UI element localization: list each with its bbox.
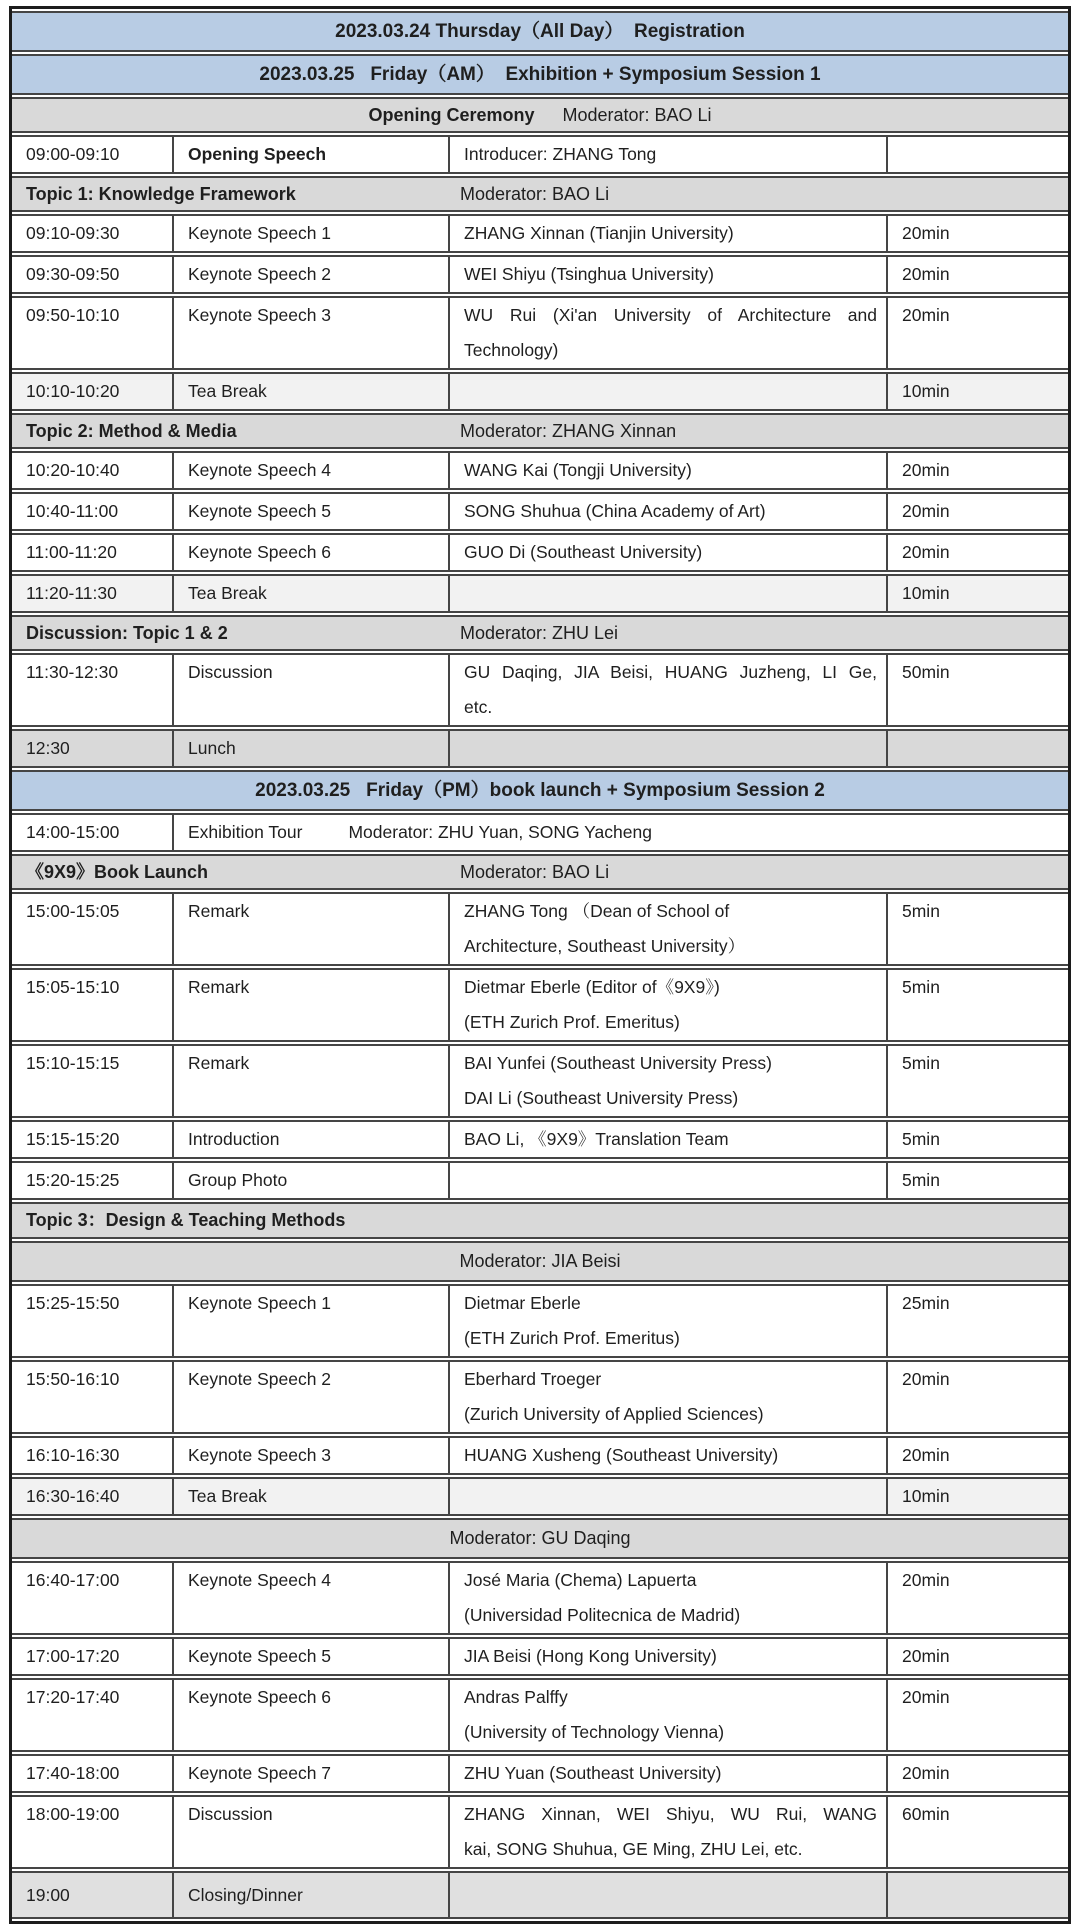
section-header — [12, 615, 1068, 651]
schedule-row — [12, 1044, 1068, 1118]
duration-cell: 20min — [886, 451, 1068, 490]
duration-cell: 10min — [886, 372, 1068, 411]
time-cell: 15:20-15:25 — [12, 1161, 172, 1200]
section-header — [12, 176, 1068, 212]
time-cell: 09:50-10:10 — [12, 296, 172, 370]
day-header: 2023.03.24 Thursday（All Day） Registration — [12, 11, 1068, 52]
time-cell: 12:30 — [12, 729, 172, 768]
event-cell: Keynote Speech 4 — [172, 451, 448, 490]
people-cell — [448, 533, 886, 572]
people-line: GU Daqing, JIA Beisi, HUANG Juzheng, LI Ge, — [464, 662, 877, 682]
event-cell: Introduction — [172, 1120, 448, 1159]
people-cell — [448, 1637, 886, 1676]
schedule-table — [9, 6, 1071, 1924]
time-cell: 10:20-10:40 — [12, 451, 172, 490]
time-cell: 18:00-19:00 — [12, 1795, 172, 1869]
event-cell: Discussion — [172, 653, 448, 727]
people-line: WEI Shiyu (Tsinghua University) — [464, 264, 714, 284]
section-header-centered — [12, 97, 1068, 133]
schedule-row — [12, 729, 1068, 768]
schedule-row — [12, 11, 1068, 52]
schedule-row — [12, 413, 1068, 449]
people-cell — [448, 574, 886, 613]
duration-cell: 20min — [886, 1637, 1068, 1676]
duration-cell: 20min — [886, 214, 1068, 253]
schedule-row — [12, 968, 1068, 1042]
time-cell: 16:10-16:30 — [12, 1436, 172, 1475]
event-cell: Closing/Dinner — [172, 1871, 448, 1919]
duration-cell: 60min — [886, 1795, 1068, 1869]
section-header — [12, 854, 1068, 890]
schedule-row — [12, 1241, 1068, 1282]
schedule-row — [12, 255, 1068, 294]
section-topic: Opening Ceremony — [368, 105, 535, 125]
people-line: Andras Palffy — [464, 1687, 568, 1707]
schedule-row — [12, 1678, 1068, 1752]
duration-cell: 20min — [886, 1678, 1068, 1752]
event-cell: Remark — [172, 892, 448, 966]
people-line: etc. — [464, 697, 493, 717]
schedule-row — [12, 770, 1068, 811]
event-cell: Keynote Speech 7 — [172, 1754, 448, 1793]
section-moderator: Moderator: BAO Li — [460, 184, 610, 204]
time-cell: 14:00-15:00 — [12, 813, 172, 852]
schedule-row — [12, 1284, 1068, 1358]
people-line: Dietmar Eberle (Editor of《9X9》) — [464, 977, 720, 997]
schedule-row — [12, 1795, 1068, 1869]
people-line: (ETH Zurich Prof. Emeritus) — [464, 1328, 680, 1348]
time-cell: 10:10-10:20 — [12, 372, 172, 411]
schedule-row — [12, 54, 1068, 95]
people-line: (ETH Zurich Prof. Emeritus) — [464, 1012, 680, 1032]
event-cell: Opening Speech — [172, 135, 448, 174]
event-moderator: Moderator: ZHU Yuan, SONG Yacheng — [348, 822, 652, 842]
duration-cell — [886, 1871, 1068, 1919]
people-line: GUO Di (Southeast University) — [464, 542, 703, 562]
people-line: WU Rui (Xi'an University of Architecture and — [464, 305, 877, 325]
duration-cell: 20min — [886, 1360, 1068, 1434]
people-line: kai, SONG Shuhua, GE Ming, ZHU Lei, etc. — [464, 1839, 803, 1859]
duration-cell: 20min — [886, 492, 1068, 531]
people-cell — [448, 729, 886, 768]
schedule-row — [12, 1202, 1068, 1239]
people-cell — [448, 968, 886, 1042]
duration-cell: 25min — [886, 1284, 1068, 1358]
duration-cell: 20min — [886, 255, 1068, 294]
event-cell: Keynote Speech 6 — [172, 1678, 448, 1752]
moderator-row: Moderator: JIA Beisi — [12, 1241, 1068, 1282]
people-cell — [448, 1754, 886, 1793]
duration-cell — [886, 135, 1068, 174]
event-cell: Tea Break — [172, 1477, 448, 1516]
people-line: WANG Kai (Tongji University) — [464, 460, 692, 480]
schedule-row — [12, 813, 1068, 852]
event-cell: Keynote Speech 2 — [172, 255, 448, 294]
people-cell — [448, 451, 886, 490]
people-cell — [448, 492, 886, 531]
event-label: Exhibition Tour — [188, 822, 303, 842]
people-cell — [448, 1044, 886, 1118]
people-line: Technology) — [464, 340, 559, 360]
duration-cell: 20min — [886, 1754, 1068, 1793]
schedule-row — [12, 296, 1068, 370]
people-cell — [448, 1477, 886, 1516]
schedule-row — [12, 1871, 1068, 1919]
schedule-row — [12, 1161, 1068, 1200]
people-cell — [448, 1678, 886, 1752]
people-line: BAI Yunfei (Southeast University Press) — [464, 1053, 773, 1073]
time-cell: 15:15-15:20 — [12, 1120, 172, 1159]
schedule-row — [12, 1518, 1068, 1559]
event-cell: Keynote Speech 2 — [172, 1360, 448, 1434]
schedule-row — [12, 1360, 1068, 1434]
people-cell — [448, 296, 886, 370]
time-cell: 15:00-15:05 — [12, 892, 172, 966]
duration-cell: 5min — [886, 1161, 1068, 1200]
schedule-row — [12, 653, 1068, 727]
time-cell: 15:05-15:10 — [12, 968, 172, 1042]
people-line: (Zurich University of Applied Sciences) — [464, 1404, 764, 1424]
time-cell: 19:00 — [12, 1871, 172, 1919]
time-cell: 16:40-17:00 — [12, 1561, 172, 1635]
people-cell — [448, 1161, 886, 1200]
duration-cell: 5min — [886, 968, 1068, 1042]
schedule-row — [12, 1754, 1068, 1793]
schedule-row — [12, 574, 1068, 613]
duration-cell: 10min — [886, 1477, 1068, 1516]
time-cell: 15:50-16:10 — [12, 1360, 172, 1434]
time-cell: 11:30-12:30 — [12, 653, 172, 727]
event-cell: Remark — [172, 1044, 448, 1118]
people-line: Introducer: ZHANG Tong — [464, 144, 657, 164]
duration-cell: 20min — [886, 1561, 1068, 1635]
section-topic: Topic 2: Method & Media — [26, 421, 237, 441]
people-cell — [448, 135, 886, 174]
time-cell: 09:10-09:30 — [12, 214, 172, 253]
time-cell: 15:10-15:15 — [12, 1044, 172, 1118]
people-line: José Maria (Chema) Lapuerta — [464, 1570, 697, 1590]
time-cell: 17:40-18:00 — [12, 1754, 172, 1793]
people-line: DAI Li (Southeast University Press) — [464, 1088, 739, 1108]
schedule-row — [12, 1120, 1068, 1159]
duration-cell: 5min — [886, 1044, 1068, 1118]
people-line: SONG Shuhua (China Academy of Art) — [464, 501, 766, 521]
time-cell: 10:40-11:00 — [12, 492, 172, 531]
schedule-row — [12, 492, 1068, 531]
people-cell — [448, 1284, 886, 1358]
event-cell: Discussion — [172, 1795, 448, 1869]
event-cell: Keynote Speech 1 — [172, 1284, 448, 1358]
duration-cell: 5min — [886, 1120, 1068, 1159]
event-cell: Tea Break — [172, 372, 448, 411]
time-cell: 15:25-15:50 — [12, 1284, 172, 1358]
schedule-row — [12, 135, 1068, 174]
schedule-row — [12, 97, 1068, 133]
people-cell — [448, 1436, 886, 1475]
people-line: Architecture, Southeast University） — [464, 936, 746, 956]
time-cell: 11:20-11:30 — [12, 574, 172, 613]
section-moderator: Moderator: ZHANG Xinnan — [460, 421, 677, 441]
day-header: 2023.03.25 Friday（PM）book launch + Symposium Session 2 — [12, 770, 1068, 811]
people-cell — [448, 372, 886, 411]
schedule-row — [12, 214, 1068, 253]
time-cell: 17:20-17:40 — [12, 1678, 172, 1752]
people-line: HUANG Xusheng (Southeast University) — [464, 1445, 779, 1465]
schedule-row — [12, 615, 1068, 651]
time-cell: 17:00-17:20 — [12, 1637, 172, 1676]
people-cell — [448, 214, 886, 253]
time-cell: 09:00-09:10 — [12, 135, 172, 174]
people-line: ZHANG Xinnan, WEI Shiyu, WU Rui, WANG — [464, 1804, 877, 1824]
schedule-row — [12, 1436, 1068, 1475]
schedule-row — [12, 372, 1068, 411]
event-cell: Keynote Speech 3 — [172, 296, 448, 370]
duration-cell: 50min — [886, 653, 1068, 727]
schedule-row — [12, 854, 1068, 890]
time-cell: 11:00-11:20 — [12, 533, 172, 572]
event-cell: Keynote Speech 1 — [172, 214, 448, 253]
event-cell: Keynote Speech 5 — [172, 492, 448, 531]
people-line: ZHU Yuan (Southeast University) — [464, 1763, 722, 1783]
people-line: ZHANG Tong （Dean of School of — [464, 901, 730, 921]
event-cell: Lunch — [172, 729, 448, 768]
event-cell: Remark — [172, 968, 448, 1042]
people-line: ZHANG Xinnan (Tianjin University) — [464, 223, 734, 243]
section-moderator: Moderator: BAO Li — [460, 862, 610, 882]
people-cell — [448, 1871, 886, 1919]
people-line: (Universidad Politecnica de Madrid) — [464, 1605, 741, 1625]
people-cell — [448, 892, 886, 966]
event-cell: Keynote Speech 4 — [172, 1561, 448, 1635]
section-header — [12, 413, 1068, 449]
event-cell: Tea Break — [172, 574, 448, 613]
duration-cell: 5min — [886, 892, 1068, 966]
people-cell — [448, 1120, 886, 1159]
section-topic: Discussion: Topic 1 & 2 — [26, 623, 228, 643]
people-cell — [448, 653, 886, 727]
duration-cell: 20min — [886, 1436, 1068, 1475]
schedule-row — [12, 892, 1068, 966]
section-topic: 《9X9》Book Launch — [26, 862, 209, 882]
event-cell: Keynote Speech 6 — [172, 533, 448, 572]
event-cell: Keynote Speech 3 — [172, 1436, 448, 1475]
people-cell — [448, 1360, 886, 1434]
duration-cell — [886, 729, 1068, 768]
event-cell: Group Photo — [172, 1161, 448, 1200]
people-line: (University of Technology Vienna) — [464, 1722, 725, 1742]
people-line: Eberhard Troeger — [464, 1369, 602, 1389]
people-line: JIA Beisi (Hong Kong University) — [464, 1646, 717, 1666]
day-header: 2023.03.25 Friday（AM） Exhibition + Symposium Session 1 — [12, 54, 1068, 95]
section-moderator: Moderator: BAO Li — [562, 105, 712, 125]
duration-cell: 20min — [886, 296, 1068, 370]
schedule-row — [12, 533, 1068, 572]
merged-event-cell — [172, 813, 1068, 852]
section-moderator: Moderator: ZHU Lei — [460, 623, 619, 643]
people-line: BAO Li, 《9X9》Translation Team — [464, 1129, 729, 1149]
time-cell: 09:30-09:50 — [12, 255, 172, 294]
duration-cell: 10min — [886, 574, 1068, 613]
schedule-row — [12, 1477, 1068, 1516]
section-topic: Topic 3：Design & Teaching Methods — [12, 1202, 1068, 1239]
people-line: Dietmar Eberle — [464, 1293, 581, 1313]
event-cell: Keynote Speech 5 — [172, 1637, 448, 1676]
schedule-row — [12, 451, 1068, 490]
duration-cell: 20min — [886, 533, 1068, 572]
people-cell — [448, 1561, 886, 1635]
schedule-row — [12, 1561, 1068, 1635]
section-topic: Topic 1: Knowledge Framework — [26, 184, 296, 204]
schedule-row — [12, 1637, 1068, 1676]
time-cell: 16:30-16:40 — [12, 1477, 172, 1516]
people-cell — [448, 1795, 886, 1869]
schedule-row — [12, 176, 1068, 212]
moderator-row: Moderator: GU Daqing — [12, 1518, 1068, 1559]
people-cell — [448, 255, 886, 294]
